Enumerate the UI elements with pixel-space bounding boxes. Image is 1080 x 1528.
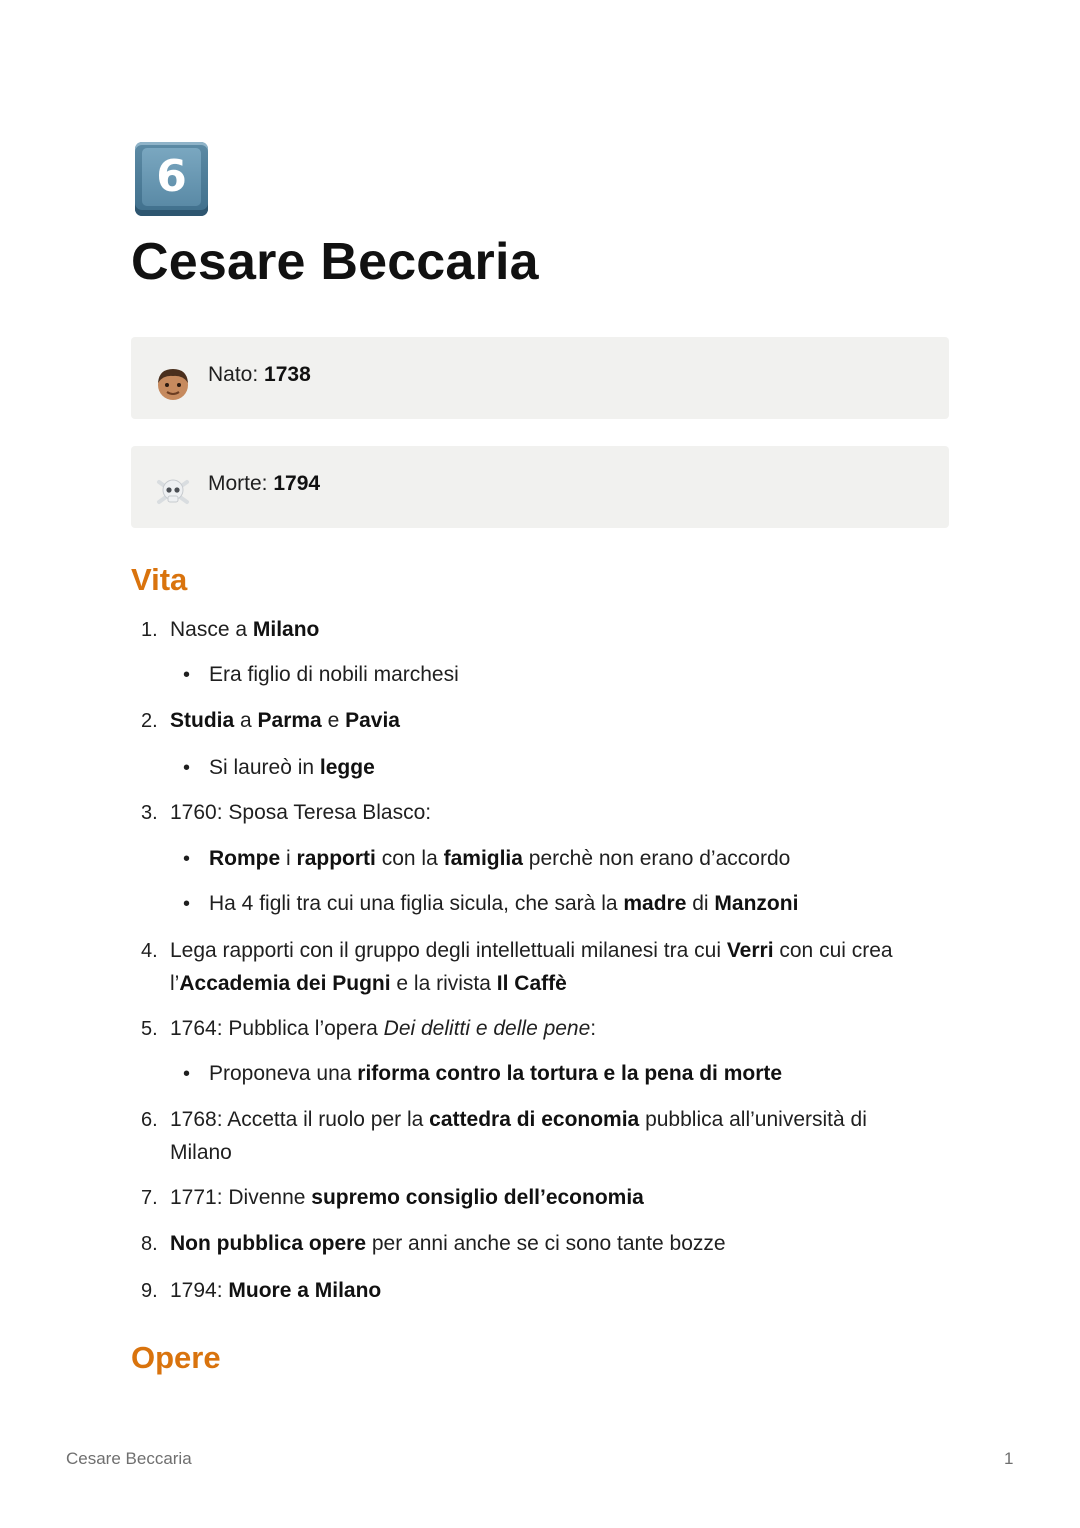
list-number: 2.: [141, 710, 158, 732]
list-item: Nasce a Milano: [170, 618, 320, 641]
sub-list-item: Rompe i rapporti con la famiglia perchè non erano d’accordo: [209, 847, 791, 870]
sub-list-item: Era figlio di nobili marchesi: [209, 663, 459, 686]
callout-death: [131, 446, 949, 528]
list-number: 4.: [141, 940, 158, 962]
boy-emoji-icon: [153, 363, 193, 403]
list-item: Studia a Parma e Pavia: [170, 709, 400, 732]
death-text: [208, 472, 320, 496]
callout-birth: [131, 337, 949, 419]
birth-year: 1738: [264, 363, 311, 386]
list-number: 7.: [141, 1187, 158, 1209]
bullet-icon: •: [183, 1063, 191, 1085]
birth-label: Nato:: [208, 363, 265, 386]
list-number: 5.: [141, 1018, 158, 1040]
list-item: 1760: Sposa Teresa Blasco:: [170, 801, 432, 824]
list-number: 8.: [141, 1233, 158, 1255]
list-number: 6.: [141, 1109, 158, 1131]
list-item: 1794: Muore a Milano: [170, 1279, 382, 1302]
page-title: Cesare Beccaria: [131, 233, 539, 291]
footer-title: Cesare Beccaria: [66, 1449, 192, 1468]
birth-text: [208, 363, 311, 387]
page-number: 1: [1004, 1449, 1014, 1468]
list-number: 9.: [141, 1280, 158, 1302]
list-item: 1764: Pubblica l’opera Dei delitti e delle pene:: [170, 1017, 597, 1040]
bullet-icon: •: [183, 893, 191, 915]
death-year: 1794: [273, 472, 321, 495]
death-label: Morte:: [208, 472, 274, 495]
list-item: 1768: Accetta il ruolo per la cattedra di economia pubblica all’università di Milano: [170, 1108, 867, 1164]
list-item: Non pubblica opere per anni anche se ci sono tante bozze: [170, 1232, 726, 1255]
keycap-six-icon: [135, 142, 208, 216]
bullet-icon: •: [183, 757, 191, 779]
list-item: Lega rapporti con il gruppo degli intellettuali milanesi tra cui Verri con cui crea l’Accademia dei Pugni e la rivista Il Caffè: [170, 939, 893, 995]
bullet-icon: •: [183, 664, 191, 686]
section-heading-vita: Vita: [131, 562, 188, 597]
skull-crossbones-icon: [153, 472, 193, 512]
list-number: 3.: [141, 802, 158, 824]
sub-list-item: Proponeva una riforma contro la tortura e la pena di morte: [209, 1062, 783, 1085]
list-number: 1.: [141, 619, 158, 641]
sub-list-item: Si laureò in legge: [209, 756, 375, 779]
bullet-icon: •: [183, 848, 191, 870]
sub-list-item: Ha 4 figli tra cui una figlia sicula, che sarà la madre di Manzoni: [209, 892, 799, 915]
section-heading-opere: Opere: [131, 1340, 221, 1375]
keycap-digit: 6: [142, 148, 201, 206]
list-item: 1771: Divenne supremo consiglio dell’economia: [170, 1186, 644, 1209]
